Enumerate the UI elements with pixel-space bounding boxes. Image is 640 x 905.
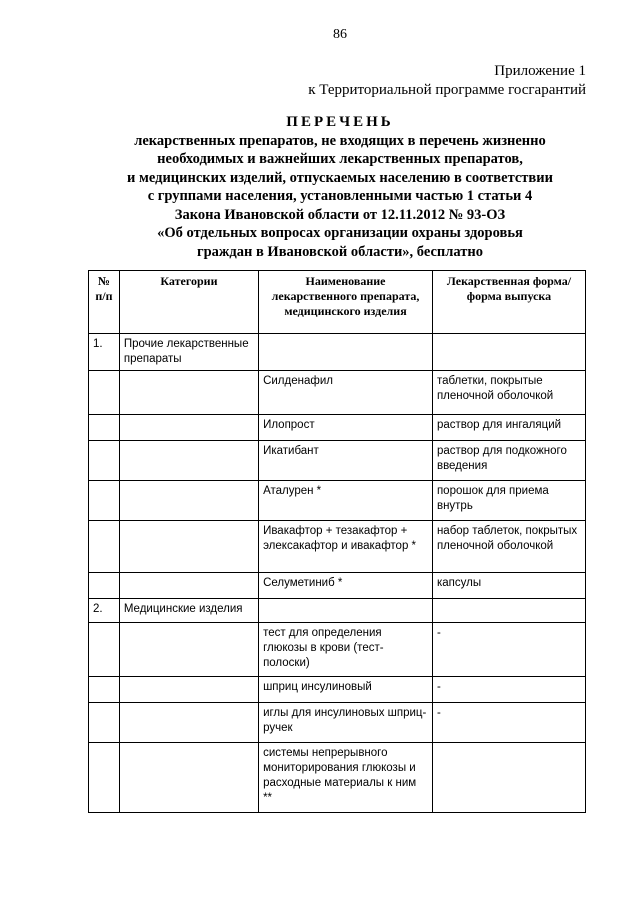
cell-form: раствор для подкожного введения [432,441,585,481]
cell-number: 2. [89,599,120,623]
appendix-line-1: Приложение 1 [494,63,586,79]
cell-name: тест для определения глюкозы в крови (тест-полоски) [259,623,433,677]
table-row [89,573,586,599]
cell-number [89,415,120,441]
cell-form: - [432,623,585,677]
cell-number [89,623,120,677]
appendix-note [308,62,586,100]
title-line: необходимых и важнейших лекарственных препаратов, [157,151,523,167]
header-name: Наименование лекарственного препарата, медицинского изделия [259,271,433,334]
cell-name: Селуметиниб * [259,573,433,599]
cell-form: - [432,677,585,703]
cell-form: - [432,703,585,743]
table-row [89,743,586,813]
table-header-row [89,271,586,334]
cell-number [89,521,120,573]
cell-category: Медицинские изделия [119,599,258,623]
title-heading: ПЕРЕЧЕНЬ [286,114,394,130]
cell-name: Силденафил [259,371,433,415]
table-row [89,623,586,677]
table-row [89,415,586,441]
cell-category [119,415,258,441]
cell-form: набор таблеток, покрытых пленочной оболочкой [432,521,585,573]
cell-number [89,677,120,703]
table-row [89,599,586,623]
header-category: Категории [119,271,258,334]
cell-name: Илопрост [259,415,433,441]
cell-category [119,441,258,481]
cell-name: шприц инсулиновый [259,677,433,703]
cell-number [89,743,120,813]
title-line: граждан в Ивановской области», бесплатно [196,243,483,260]
table-row [89,441,586,481]
cell-number [89,573,120,599]
cell-form: капсулы [432,573,585,599]
cell-form [432,743,585,813]
title-line: с группами населения, установленными частью 1 статьи 4 [147,188,533,204]
cell-category [119,573,258,599]
cell-number: 1. [89,334,120,371]
cell-form [432,334,585,371]
cell-category [119,371,258,415]
cell-category: Прочие лекарственные препараты [119,334,258,371]
cell-category [119,481,258,521]
cell-number [89,441,120,481]
table-row [89,481,586,521]
cell-category [119,521,258,573]
table-row [89,371,586,415]
cell-form: таблетки, покрытые пленочной оболочкой [432,371,585,415]
appendix-line-2: к Территориальной программе госгарантий [308,82,586,98]
cell-name: Ивакафтор + тезакафтор + элексакафтор и ивакафтор * [259,521,433,573]
cell-name: иглы для инсулиновых шприц-ручек [259,703,433,743]
cell-category [119,743,258,813]
document-title [90,113,590,261]
cell-name: Икатибант [259,441,433,481]
cell-name: Аталурен * [259,481,433,521]
cell-number [89,481,120,521]
cell-form: порошок для приема внутрь [432,481,585,521]
cell-category [119,703,258,743]
cell-name [259,599,433,623]
cell-name: системы непрерывного мониторирования глюкозы и расходные материалы к ним ** [259,743,433,813]
title-line: «Об отдельных вопросах организации охраны здоровья [157,225,523,241]
header-form: Лекарственная форма/форма выпуска [432,271,585,334]
table-row [89,521,586,573]
cell-form [432,599,585,623]
cell-category [119,623,258,677]
cell-category [119,677,258,703]
cell-number [89,703,120,743]
title-line: и медицинских изделий, отпускаемых населению в соответствии [127,169,553,186]
table-row [89,703,586,743]
page-number: 86 [333,27,347,42]
header-number: № п/п [89,271,120,334]
title-line: Закона Ивановской области от 12.11.2012 № 93-ОЗ [174,206,506,223]
cell-form: раствор для ингаляций [432,415,585,441]
cell-number [89,371,120,415]
medicines-table [88,270,586,813]
table-row [89,677,586,703]
cell-name [259,334,433,371]
title-line: лекарственных препаратов, не входящих в перечень жизненно [134,132,546,149]
table-row [89,334,586,371]
